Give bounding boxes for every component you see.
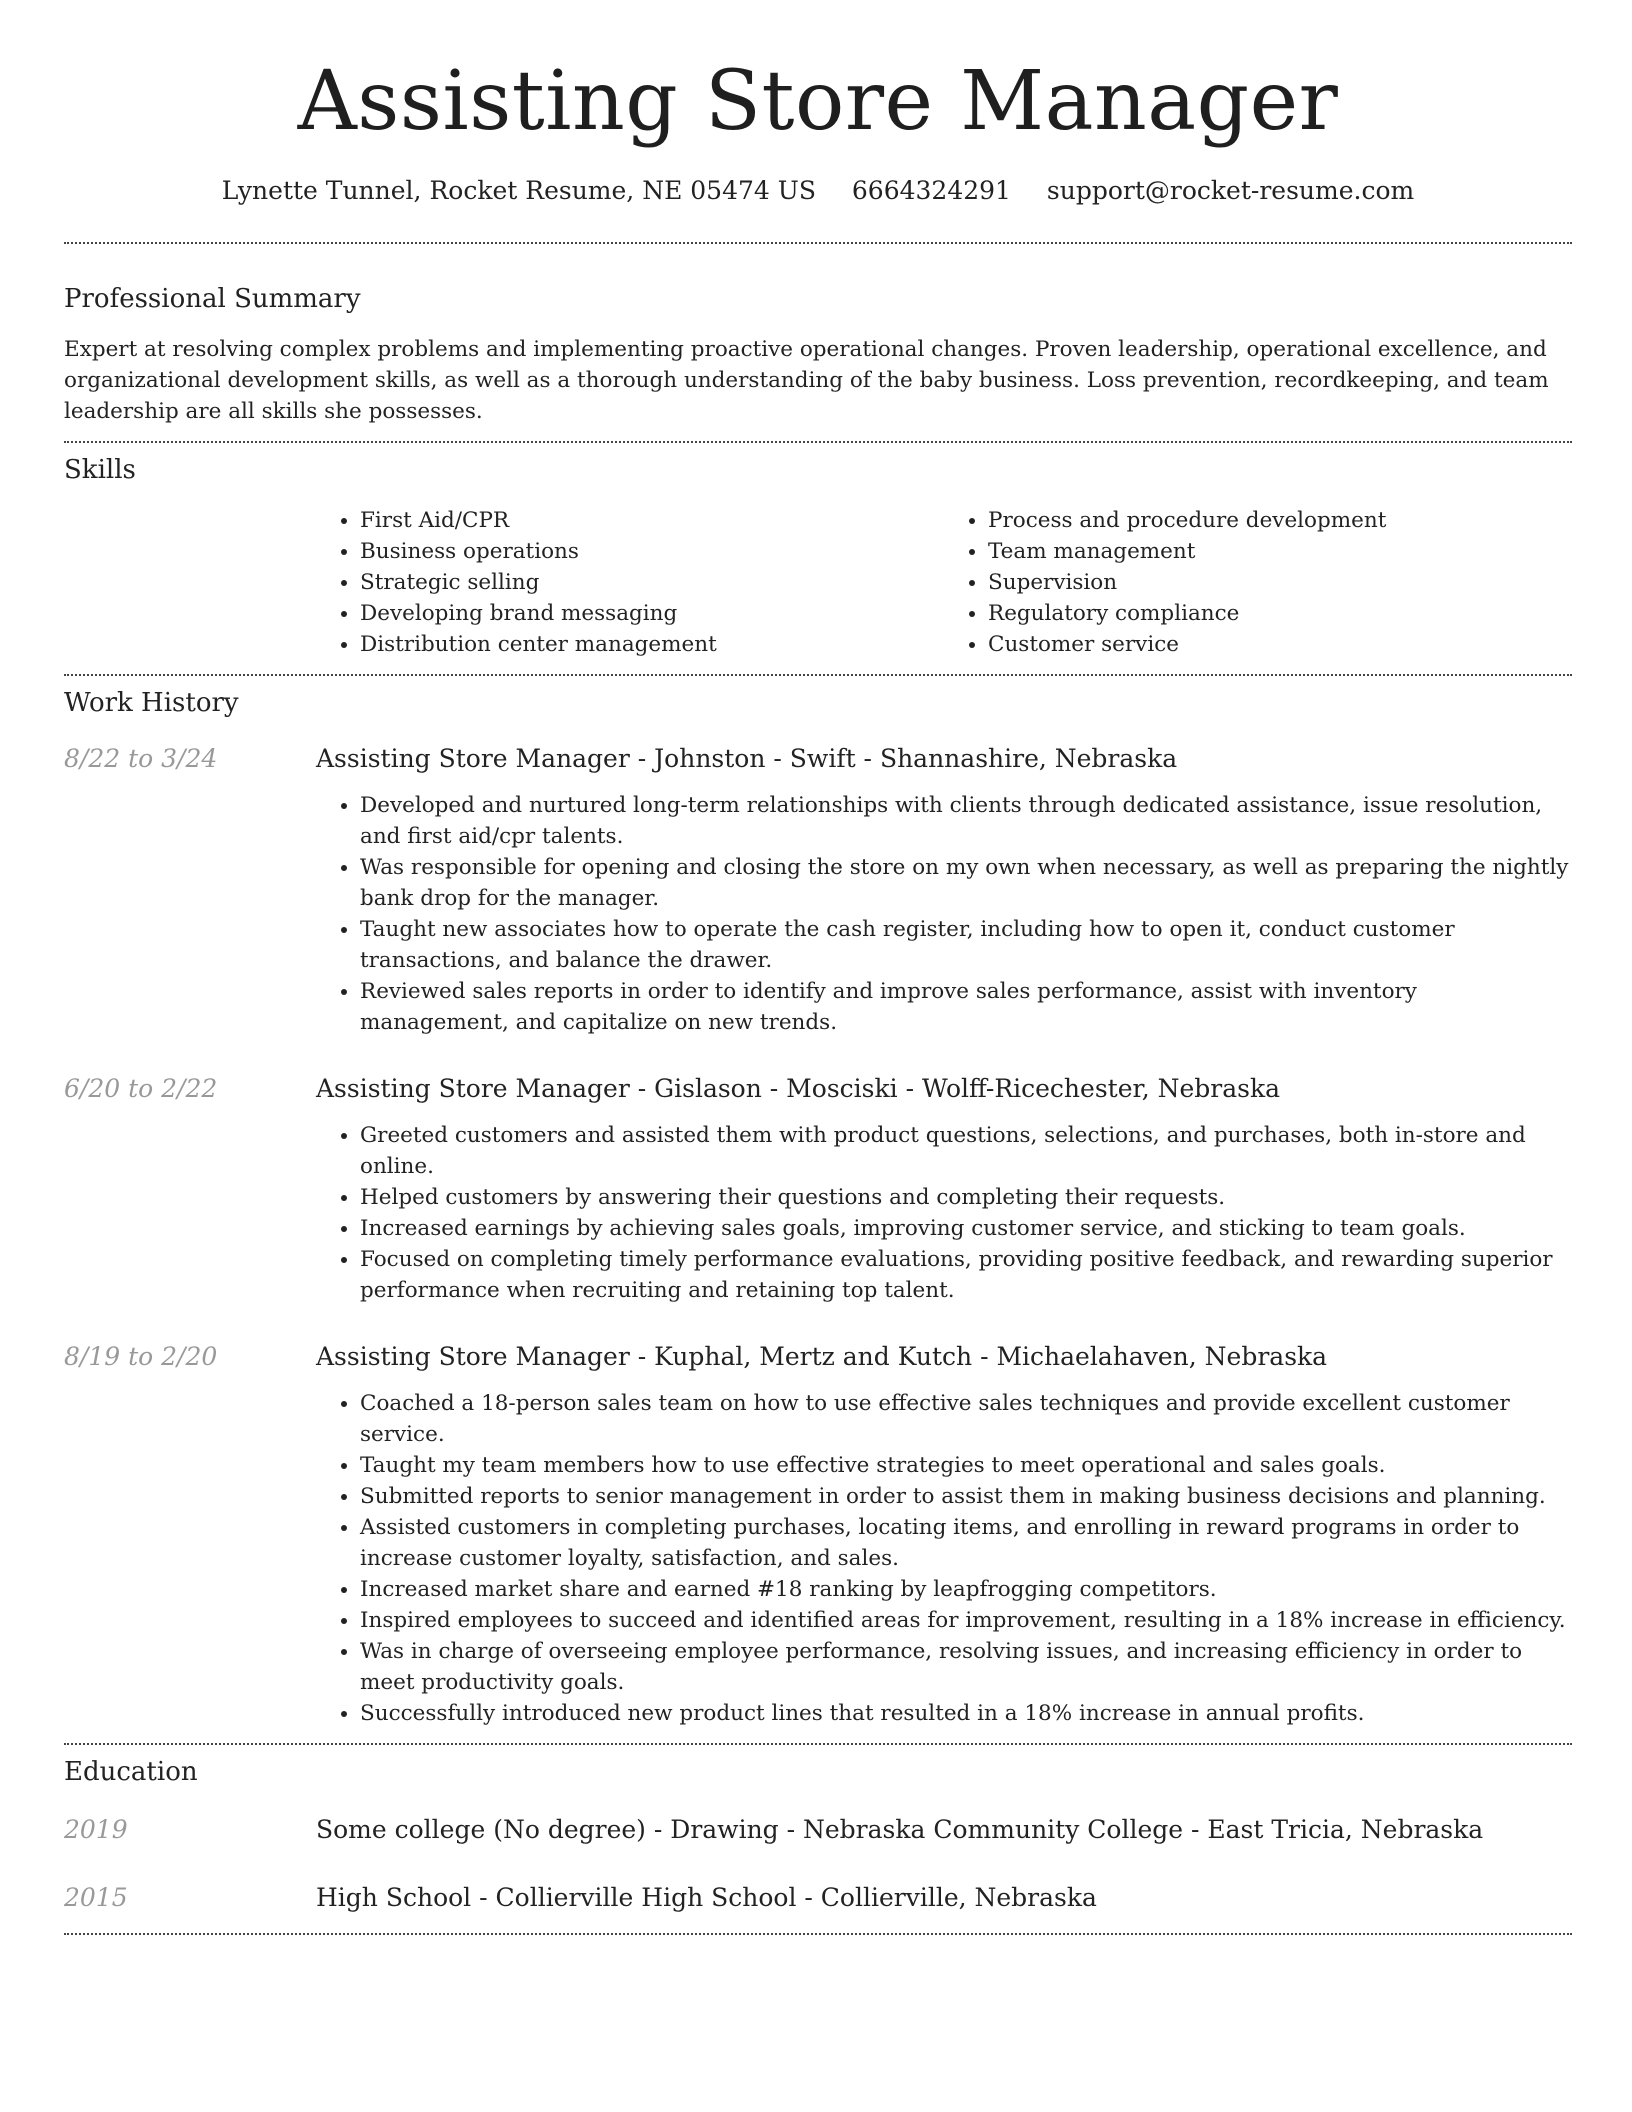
- skills-list: [316, 505, 1572, 660]
- education-year: 2019: [64, 1815, 128, 1844]
- job-bullet: • Helped customers by answering their questions and completing their requests.: [360, 1182, 1572, 1213]
- job-bullet: • Submitted reports to senior management in order to assist them in making business decisions and planning.: [360, 1481, 1572, 1512]
- job-bullet: • Reviewed sales reports in order to identify and improve sales performance, assist with inventory management, and capitalize on new trends.: [360, 976, 1572, 1038]
- job-bullet: • Taught my team members how to use effective strategies to meet operational and sales goals.: [360, 1450, 1572, 1481]
- skills-heading: Skills: [64, 455, 136, 485]
- education-year: 2015: [64, 1883, 128, 1912]
- skill-item: • Process and procedure development: [988, 505, 1572, 536]
- summary-heading: Professional Summary: [64, 284, 361, 314]
- contact-email: support@rocket-resume.com: [1046, 176, 1415, 205]
- skill-item: • Customer service: [988, 629, 1572, 660]
- skill-item: • Supervision: [988, 567, 1572, 598]
- skill-item: • Business operations: [360, 536, 944, 567]
- divider: [64, 242, 1572, 244]
- job-bullet: • Successfully introduced new product lines that resulted in a 18% increase in annual profits.: [360, 1698, 1572, 1729]
- skill-item: • Developing brand messaging: [360, 598, 944, 629]
- summary-text: Expert at resolving complex problems and implementing proactive operational changes. Proven leadership, operational excellence, and organizational development skills, as well as a thorough understanding of the baby business. Loss prevention, recordkeeping, and team leadership are all skills she possesses.: [64, 337, 1549, 424]
- job-bullets: [316, 1120, 1572, 1306]
- education-text: High School - Collierville High School - Collierville, Nebraska: [316, 1883, 1097, 1912]
- job-bullet: • Coached a 18-person sales team on how to use effective sales techniques and provide excellent customer service.: [360, 1388, 1572, 1450]
- job-bullet: • Greeted customers and assisted them with product questions, selections, and purchases, both in-store and online.: [360, 1120, 1572, 1182]
- job-bullet: • Taught new associates how to operate the cash register, including how to open it, conduct customer transactions, and balance the drawer.: [360, 914, 1572, 976]
- job-bullet: • Was responsible for opening and closing the store on my own when necessary, as well as preparing the nightly bank drop for the manager.: [360, 852, 1572, 914]
- job-title: Assisting Store Manager - Kuphal, Mertz and Kutch - Michaelahaven, Nebraska: [316, 1342, 1328, 1371]
- job-bullet: • Increased market share and earned #18 ranking by leapfrogging competitors.: [360, 1574, 1572, 1605]
- job-bullets: [316, 1388, 1572, 1729]
- resume-page: [64, 0, 1572, 1935]
- job-entry: [64, 1340, 1572, 1729]
- job-dates: 6/20 to 2/22: [64, 1074, 218, 1103]
- job-bullet: • Increased earnings by achieving sales goals, improving customer service, and sticking to team goals.: [360, 1213, 1572, 1244]
- contact-line: [64, 174, 1572, 208]
- job-bullet: • Developed and nurtured long-term relationships with clients through dedicated assistance, issue resolution, and first aid/cpr talents.: [360, 790, 1572, 852]
- job-header: [64, 742, 1572, 776]
- divider: [64, 674, 1572, 676]
- job-bullet: • Focused on completing timely performance evaluations, providing positive feedback, and rewarding superior performance when recruiting and retaining top talent.: [360, 1244, 1572, 1306]
- education-entry: [64, 1881, 1572, 1915]
- job-bullet: • Inspired employees to succeed and identified areas for improvement, resulting in a 18% increase in efficiency.: [360, 1605, 1572, 1636]
- skill-item: • First Aid/CPR: [360, 505, 944, 536]
- job-header: [64, 1340, 1572, 1374]
- divider: [64, 1743, 1572, 1745]
- resume-title: Assisting Store Manager: [297, 54, 1339, 149]
- skills-column-right: [944, 505, 1572, 660]
- skill-item: • Strategic selling: [360, 567, 944, 598]
- skill-item: • Regulatory compliance: [988, 598, 1572, 629]
- job-entry: [64, 742, 1572, 1038]
- job-header: [64, 1072, 1572, 1106]
- contact-phone: 6664324291: [851, 176, 1011, 205]
- skills-column-left: [316, 505, 944, 660]
- job-title: Assisting Store Manager - Johnston - Swift - Shannashire, Nebraska: [316, 744, 1178, 773]
- skill-item: • Team management: [988, 536, 1572, 567]
- education-heading: Education: [64, 1757, 198, 1787]
- work-heading: Work History: [64, 688, 239, 718]
- divider: [64, 441, 1572, 443]
- job-dates: 8/19 to 2/20: [64, 1342, 218, 1371]
- divider: [64, 1933, 1572, 1935]
- job-bullet: • Assisted customers in completing purchases, locating items, and enrolling in reward programs in order to increase customer loyalty, satisfaction, and sales.: [360, 1512, 1572, 1574]
- job-dates: 8/22 to 3/24: [64, 744, 218, 773]
- job-title: Assisting Store Manager - Gislason - Mosciski - Wolff-Ricechester, Nebraska: [316, 1074, 1281, 1103]
- education-text: Some college (No degree) - Drawing - Nebraska Community College - East Tricia, Nebraska: [316, 1815, 1484, 1844]
- job-bullets: [316, 790, 1572, 1038]
- job-entry: [64, 1072, 1572, 1306]
- contact-address: Lynette Tunnel, Rocket Resume, NE 05474 US: [221, 176, 816, 205]
- education-entry: [64, 1813, 1572, 1847]
- skill-item: • Distribution center management: [360, 629, 944, 660]
- job-bullet: • Was in charge of overseeing employee performance, resolving issues, and increasing efficiency in order to meet productivity goals.: [360, 1636, 1572, 1698]
